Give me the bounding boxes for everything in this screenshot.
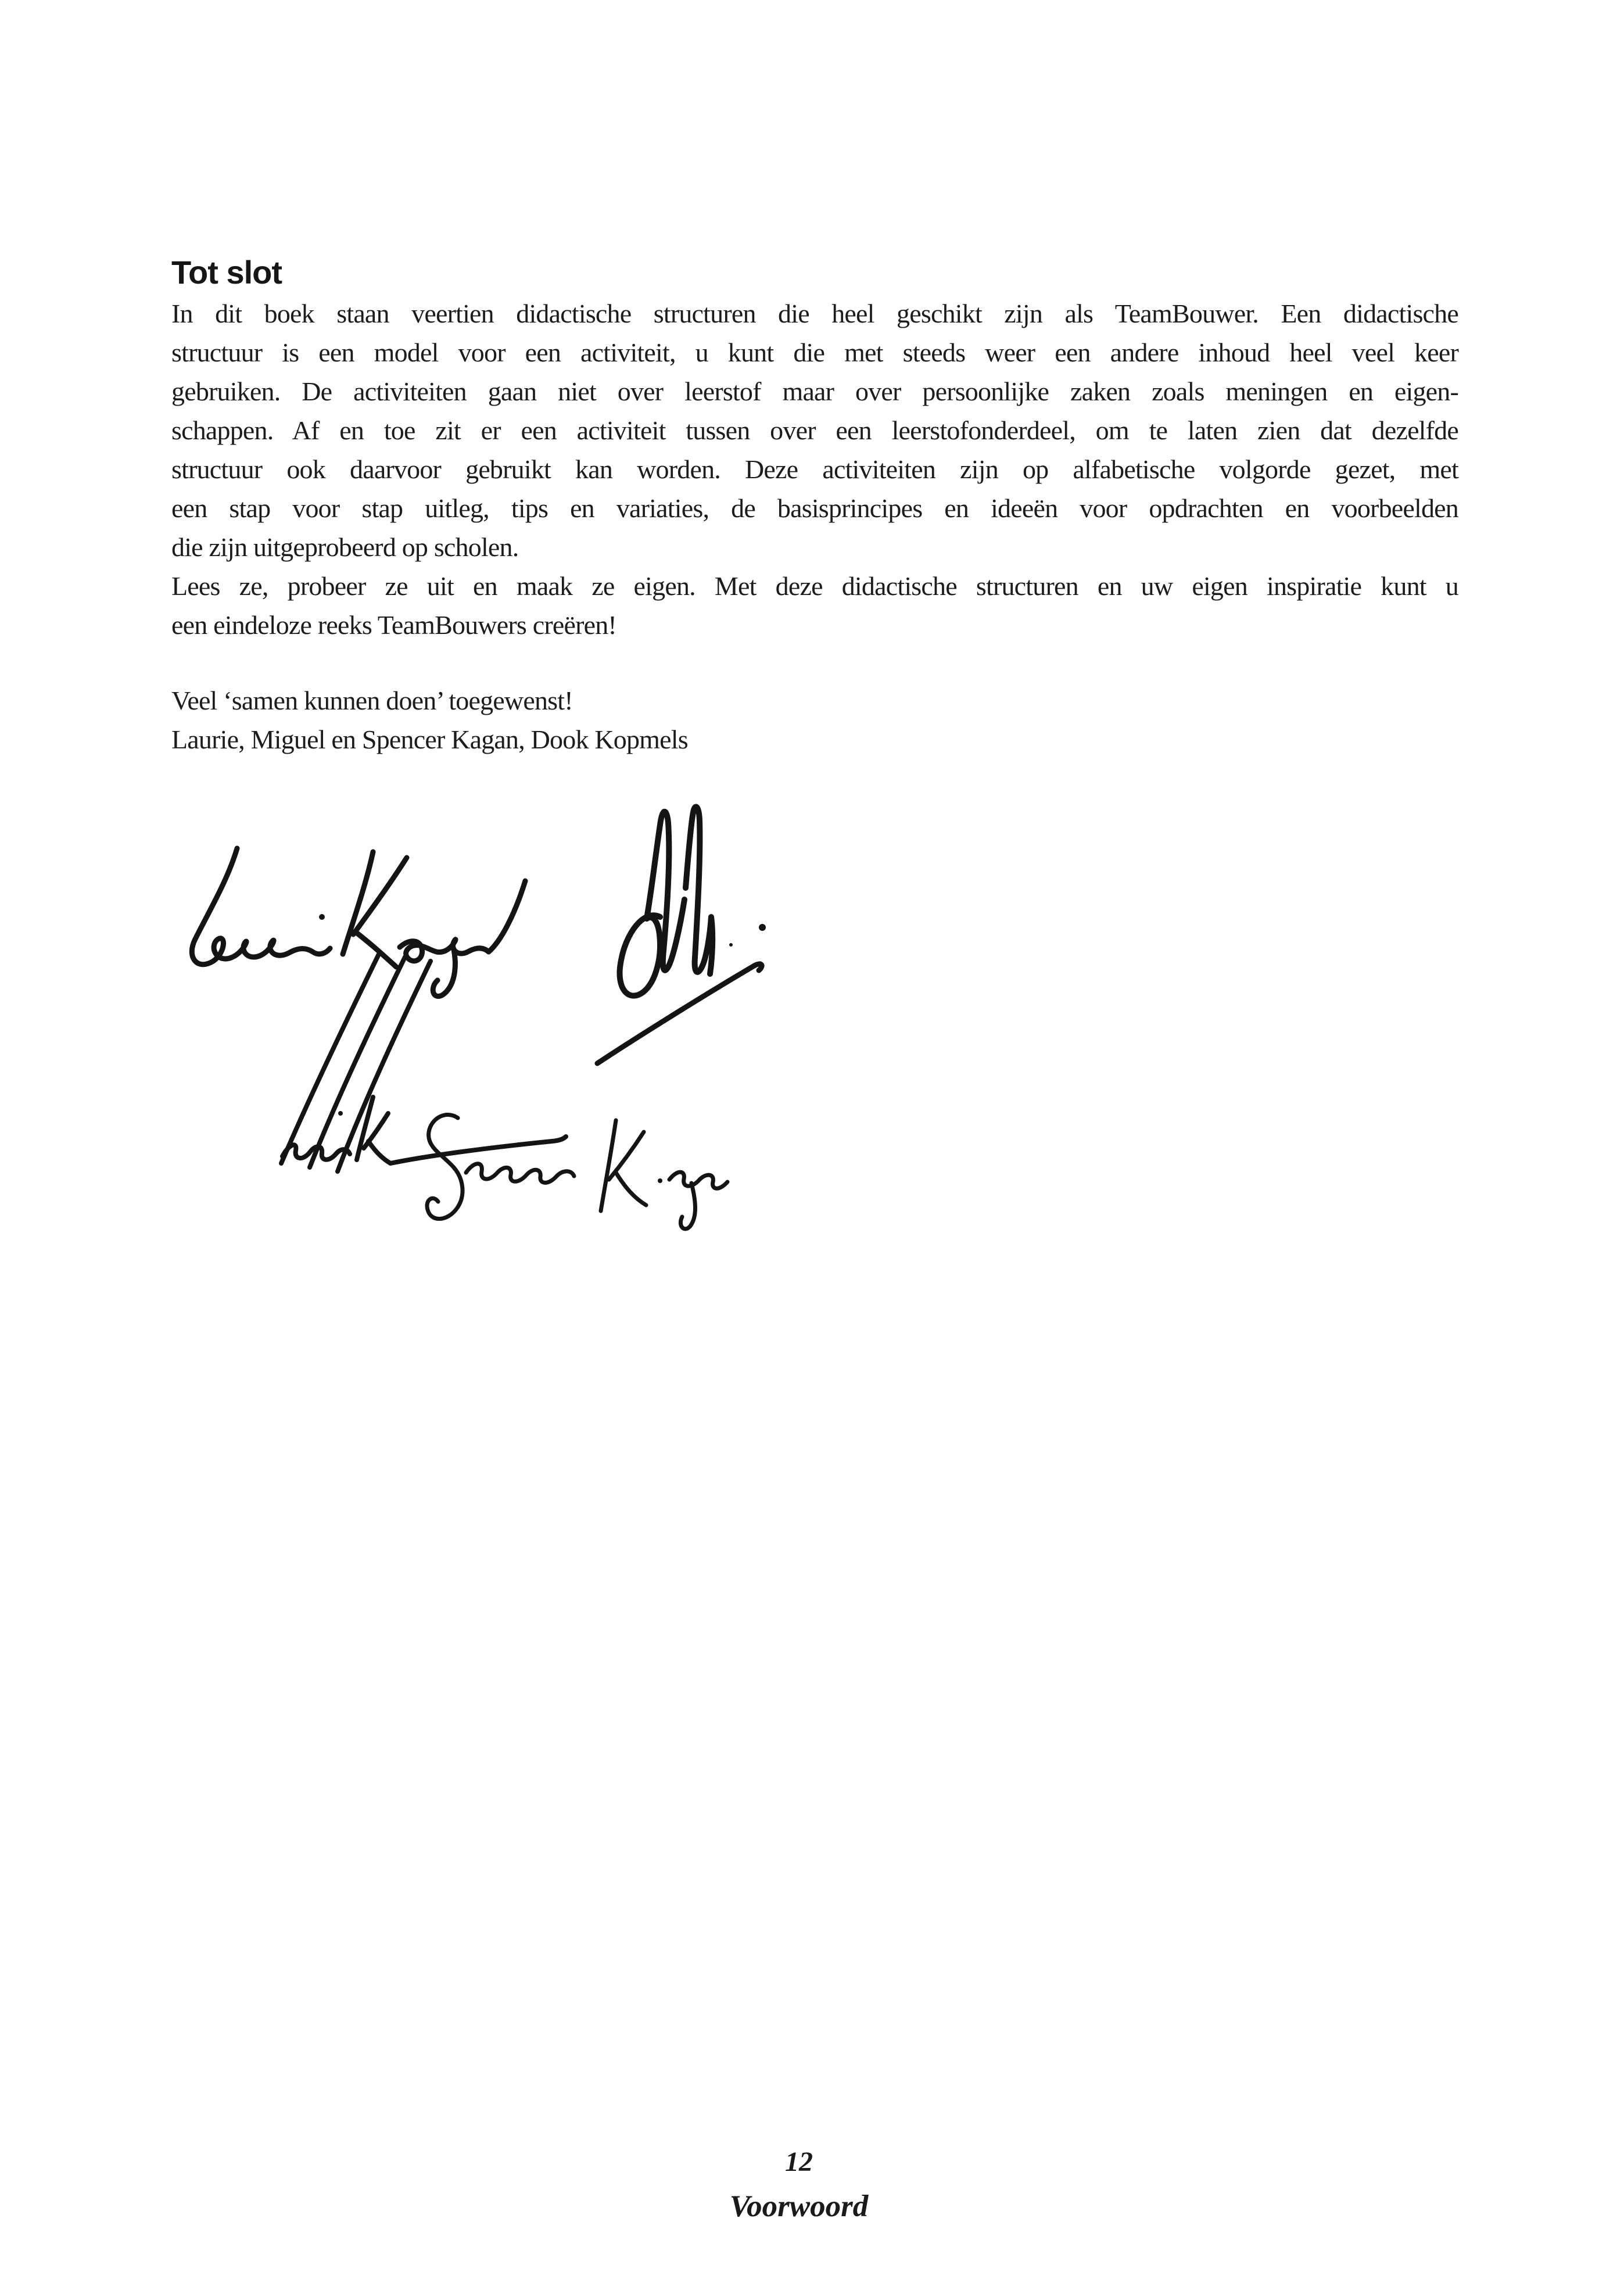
wish-line: Veel ‘samen kunnen doen’ toegewenst!: [171, 686, 573, 715]
paragraph-line: gebruiken. De activiteiten gaan niet over leerstof maar over persoonlijke zaken zoals meningen en eigen-: [171, 377, 1458, 406]
paragraph-line: Lees ze, probeer ze uit en maak ze eigen. Met deze didactische structuren en uw eigen inspiratie kunt u: [171, 571, 1458, 601]
paragraph-line: schappen. Af en toe zit er een activiteit tussen over een leerstofonderdeel, om te laten zien dat dezelfde: [171, 415, 1458, 445]
paragraph-line: een stap voor stap uitleg, tips en variaties, de basisprincipes en ideeën voor opdrachten en voorbeelden: [171, 493, 1458, 523]
section-title: Voorwoord: [729, 2189, 869, 2223]
signature-spencer-kagan: [427, 1114, 727, 1228]
paragraph-line: In dit boek staan veertien didactische structuren die heel geschikt zijn als TeamBouwer. Een didactische: [171, 299, 1458, 328]
signature-miguel-kagan: [281, 953, 566, 1171]
signature-dook-kopmels: [597, 807, 766, 1063]
paragraph-block: [171, 294, 1458, 644]
paragraph-line: structuur is een model voor een activiteit, u kunt die met steeds weer een andere inhoud heel veel keer: [171, 338, 1458, 367]
signatures-image: [169, 795, 808, 1237]
page-number: 12: [785, 2146, 813, 2177]
signature-laurie-kagan: [192, 848, 525, 997]
page-footer: [0, 2148, 1598, 2222]
paragraph-line: structuur ook daarvoor gebruikt kan worden. Deze activiteiten zijn op alfabetische volgorde gezet, met: [171, 454, 1458, 484]
section-heading: Tot slot: [171, 254, 282, 291]
paragraph-line: een eindeloze reeks TeamBouwers creëren!: [171, 610, 616, 640]
paragraph-line: die zijn uitgeprobeerd op scholen.: [171, 532, 519, 562]
authors-line: Laurie, Miguel en Spencer Kagan, Dook Kopmels: [171, 725, 688, 754]
